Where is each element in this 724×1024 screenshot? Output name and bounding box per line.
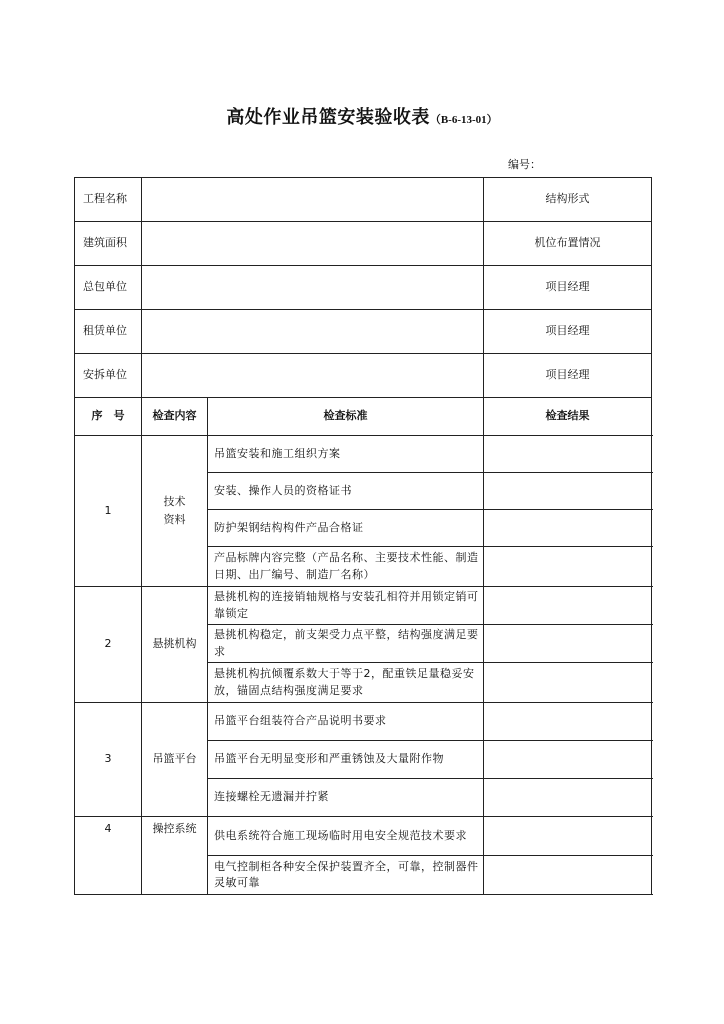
check-result[interactable] (484, 741, 652, 779)
info-value[interactable] (142, 178, 484, 222)
info-label: 建筑面积 (75, 222, 142, 266)
info-label: 安拆单位 (75, 354, 142, 398)
form-title (0, 103, 724, 129)
info-row (75, 354, 652, 398)
check-result[interactable] (484, 817, 652, 856)
check-standard: 连接螺栓无遗漏并拧紧 (208, 779, 484, 817)
section-content: 吊篮平台 (142, 703, 208, 817)
table-row (75, 817, 652, 856)
info-value[interactable] (142, 222, 484, 266)
info-right-label: 项目经理 (484, 354, 652, 398)
info-row (75, 266, 652, 310)
check-standard: 供电系统符合施工现场临时用电安全规范技术要求 (208, 817, 484, 856)
info-value[interactable] (142, 354, 484, 398)
info-right-label: 结构形式 (484, 178, 652, 222)
info-label: 总包单位 (75, 266, 142, 310)
check-result[interactable] (484, 703, 652, 741)
check-standard: 悬挑机构抗倾覆系数大于等于2，配重铁足量稳妥安放，锚固点结构强度满足要求 (208, 663, 484, 703)
check-standard: 电气控制柜各种安全保护装置齐全，可靠，控制器件灵敏可靠 (208, 856, 484, 895)
check-result[interactable] (484, 547, 652, 587)
check-result[interactable] (484, 587, 652, 625)
check-standard: 安装、操作人员的资格证书 (208, 473, 484, 510)
document-number (508, 156, 541, 172)
inspection-table (74, 177, 652, 895)
check-result[interactable] (484, 779, 652, 817)
form-code: （B-6-13-01） (429, 114, 498, 126)
check-standard: 吊篮安装和施工组织方案 (208, 436, 484, 473)
header-standard: 检查标准 (208, 398, 484, 436)
table-row (75, 436, 652, 473)
section-content: 操控系统 (142, 817, 208, 895)
table-header-row (75, 398, 652, 436)
check-result[interactable] (484, 663, 652, 703)
info-value[interactable] (142, 266, 484, 310)
check-standard: 防护架钢结构构件产品合格证 (208, 510, 484, 547)
info-row (75, 178, 652, 222)
title-main: 高处作业吊篮安装验收表 (226, 107, 430, 128)
info-value[interactable] (142, 310, 484, 354)
check-result[interactable] (484, 436, 652, 473)
section-seq: 3 (75, 703, 142, 817)
section-content: 悬挑机构 (142, 587, 208, 703)
section-content-line: 资料 (163, 513, 186, 526)
check-result[interactable] (484, 510, 652, 547)
section-content-line: 技术 (163, 495, 186, 509)
info-right-label: 项目经理 (484, 310, 652, 354)
info-row (75, 222, 652, 266)
document-number-label: 编号： (508, 158, 541, 171)
check-standard: 吊篮平台无明显变形和严重锈蚀及大量附作物 (208, 741, 484, 779)
check-standard: 悬挑机构稳定，前支架受力点平整，结构强度满足要求 (208, 625, 484, 663)
table-row (75, 703, 652, 741)
info-row (75, 310, 652, 354)
info-label: 工程名称 (75, 178, 142, 222)
section-content (142, 436, 208, 587)
header-result: 检查结果 (484, 398, 652, 436)
info-right-label: 项目经理 (484, 266, 652, 310)
section-seq: 2 (75, 587, 142, 703)
header-seq: 序 号 (75, 398, 142, 436)
info-right-label: 机位布置情况 (484, 222, 652, 266)
info-label: 租赁单位 (75, 310, 142, 354)
check-standard: 悬挑机构的连接销轴规格与安装孔相符并用锁定销可靠锁定 (208, 587, 484, 625)
check-result[interactable] (484, 473, 652, 510)
header-content: 检查内容 (142, 398, 208, 436)
check-standard: 产品标牌内容完整（产品名称、主要技术性能、制造日期、出厂编号、制造厂名称） (208, 547, 484, 587)
check-standard: 吊篮平台组装符合产品说明书要求 (208, 703, 484, 741)
table-row (75, 587, 652, 625)
section-seq: 4 (75, 817, 142, 895)
check-result[interactable] (484, 625, 652, 663)
check-result[interactable] (484, 856, 652, 895)
section-seq: 1 (75, 436, 142, 587)
